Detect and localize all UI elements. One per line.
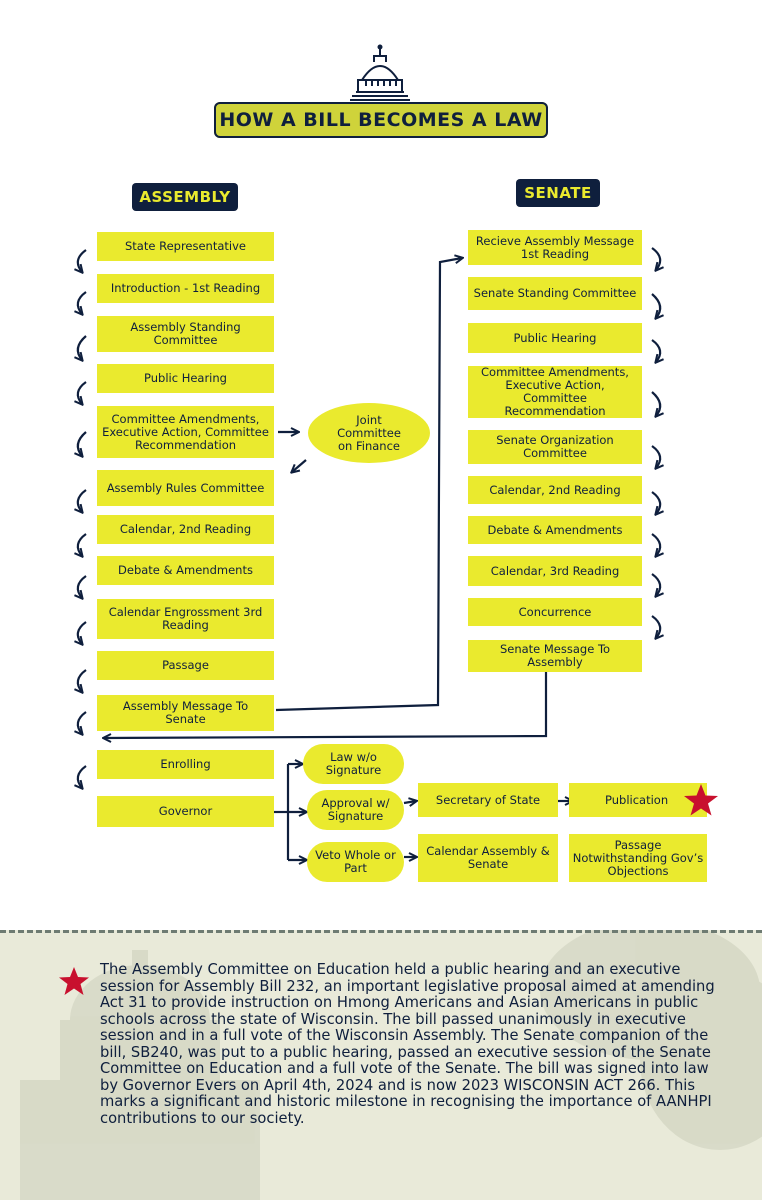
assembly-step: Debate & Amendments: [97, 556, 274, 585]
secretary-of-state-box: Secretary of State: [418, 783, 558, 817]
senate-step: Senate Standing Committee: [468, 277, 642, 310]
approval-pill: Approval w/ Signature: [307, 790, 404, 830]
senate-step: Senate Message To Assembly: [468, 640, 642, 672]
assembly-step: Committee Amendments, Executive Action, Committee Recommendation: [97, 406, 274, 458]
assembly-step: Assembly Standing Committee: [97, 316, 274, 352]
publication-box: Publication: [569, 783, 707, 817]
assembly-step: Passage: [97, 651, 274, 680]
act-note-paragraph: The Assembly Committee on Education held a public hearing and an executive session for Assembly Bill 232, an important legislative proposal aimed at amending Act 31 to provide instruction on Hmong Americans and Asian Americans in public schools across the state of Wisconsin. The bill passed unanimously in executive session and in a full vote of the Wisconsin Assembly. The Senate companion of the bill, SB240, was put to a public hearing, passed an executive session of the Senate Committee on Education and a full vote of the Senate. The bill was signed into law by Governor Evers on April 4th, 2024 and is now 2023 WISCONSIN ACT 266. This marks a significant and historic milestone in recognising the importance of AANHPI contributions to our society.: [100, 961, 715, 1127]
assembly-step: Public Hearing: [97, 364, 274, 393]
senate-step: Concurrence: [468, 598, 642, 626]
page-title: HOW A BILL BECOMES A LAW: [214, 102, 548, 138]
senate-step: Debate & Amendments: [468, 516, 642, 544]
senate-step: Public Hearing: [468, 323, 642, 353]
assembly-header: ASSEMBLY: [132, 183, 238, 211]
assembly-step: Assembly Rules Committee: [97, 470, 274, 506]
senate-header: SENATE: [516, 179, 600, 207]
veto-pill: Veto Whole or Part: [307, 842, 404, 882]
assembly-step: Enrolling: [97, 750, 274, 779]
senate-step: Senate Organization Committee: [468, 430, 642, 464]
law-without-signature-pill: Law w/o Signature: [303, 744, 404, 784]
assembly-step: Calendar, 2nd Reading: [97, 515, 274, 544]
section-divider: [0, 930, 762, 933]
passage-notwithstanding-box: Passage Notwithstanding Gov’s Objections: [569, 834, 707, 882]
assembly-step: Assembly Message To Senate: [97, 695, 274, 731]
senate-step: Recieve Assembly Message 1st Reading: [468, 230, 642, 265]
senate-step: Committee Amendments, Executive Action, Committee Recommendation: [468, 366, 642, 418]
assembly-step: Introduction - 1st Reading: [97, 274, 274, 303]
governor-box: Governor: [97, 796, 274, 827]
assembly-step: State Representative: [97, 232, 274, 261]
senate-step: Calendar, 2nd Reading: [468, 476, 642, 504]
calendar-assembly-senate-box: Calendar Assembly & Senate: [418, 834, 558, 882]
joint-committee-label: Joint Committee on Finance: [337, 412, 401, 453]
assembly-step: Calendar Engrossment 3rd Reading: [97, 599, 274, 639]
joint-committee-ellipse: [308, 403, 430, 463]
senate-step: Calendar, 3rd Reading: [468, 556, 642, 586]
